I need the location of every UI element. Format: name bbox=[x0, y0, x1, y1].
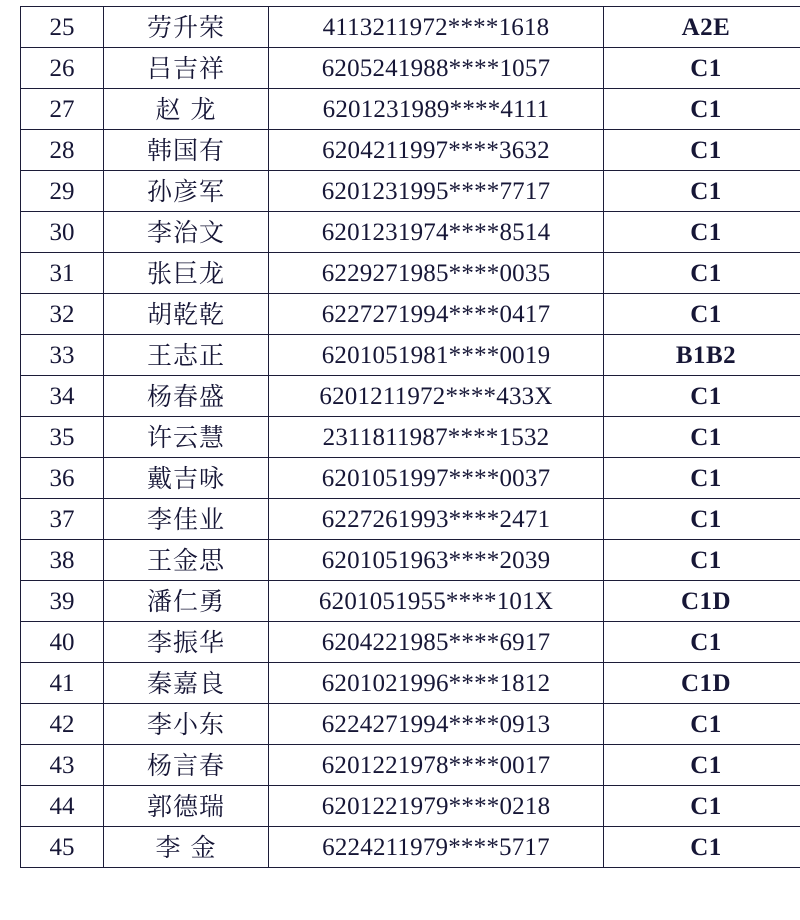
row-id-number: 6201051955****101X bbox=[269, 581, 604, 622]
row-id-number: 6224211979****5717 bbox=[269, 827, 604, 868]
row-id-number: 6227261993****2471 bbox=[269, 499, 604, 540]
row-id-number: 6201051963****2039 bbox=[269, 540, 604, 581]
table-row bbox=[21, 294, 800, 335]
row-license-class: C1 bbox=[604, 212, 800, 253]
row-name: 李 金 bbox=[104, 827, 269, 868]
table-row bbox=[21, 786, 800, 827]
row-name: 戴吉咏 bbox=[104, 458, 269, 499]
row-license-class: C1 bbox=[604, 417, 800, 458]
row-id-number: 6205241988****1057 bbox=[269, 48, 604, 89]
row-index: 32 bbox=[21, 294, 104, 335]
row-license-class: C1 bbox=[604, 540, 800, 581]
row-name: 杨春盛 bbox=[104, 376, 269, 417]
row-name: 杨言春 bbox=[104, 745, 269, 786]
row-index: 38 bbox=[21, 540, 104, 581]
row-license-class: C1 bbox=[604, 294, 800, 335]
row-index: 27 bbox=[21, 89, 104, 130]
row-index: 36 bbox=[21, 458, 104, 499]
row-license-class: C1 bbox=[604, 171, 800, 212]
row-license-class: C1 bbox=[604, 622, 800, 663]
row-license-class: C1 bbox=[604, 130, 800, 171]
row-name: 李佳业 bbox=[104, 499, 269, 540]
table-row bbox=[21, 458, 800, 499]
row-name: 李小东 bbox=[104, 704, 269, 745]
table-row bbox=[21, 622, 800, 663]
row-license-class: C1 bbox=[604, 786, 800, 827]
row-id-number: 6201221978****0017 bbox=[269, 745, 604, 786]
row-name: 王志正 bbox=[104, 335, 269, 376]
row-id-number: 6201231989****4111 bbox=[269, 89, 604, 130]
row-index: 43 bbox=[21, 745, 104, 786]
row-license-class: C1 bbox=[604, 458, 800, 499]
row-name: 李治文 bbox=[104, 212, 269, 253]
row-id-number: 6224271994****0913 bbox=[269, 704, 604, 745]
row-license-class: C1D bbox=[604, 663, 800, 704]
row-id-number: 6201051981****0019 bbox=[269, 335, 604, 376]
table-row bbox=[21, 7, 800, 48]
table-row bbox=[21, 253, 800, 294]
row-license-class: C1 bbox=[604, 827, 800, 868]
row-license-class: C1D bbox=[604, 581, 800, 622]
table-row bbox=[21, 89, 800, 130]
row-index: 31 bbox=[21, 253, 104, 294]
table-row bbox=[21, 48, 800, 89]
row-name: 王金思 bbox=[104, 540, 269, 581]
row-index: 29 bbox=[21, 171, 104, 212]
row-name: 许云慧 bbox=[104, 417, 269, 458]
row-id-number: 6204211997****3632 bbox=[269, 130, 604, 171]
table-row bbox=[21, 171, 800, 212]
row-name: 劳升荣 bbox=[104, 7, 269, 48]
table-row bbox=[21, 745, 800, 786]
row-name: 张巨龙 bbox=[104, 253, 269, 294]
row-id-number: 6204221985****6917 bbox=[269, 622, 604, 663]
row-index: 40 bbox=[21, 622, 104, 663]
table-row bbox=[21, 663, 800, 704]
row-index: 25 bbox=[21, 7, 104, 48]
table-row bbox=[21, 376, 800, 417]
row-license-class: C1 bbox=[604, 253, 800, 294]
row-id-number: 4113211972****1618 bbox=[269, 7, 604, 48]
row-license-class: C1 bbox=[604, 499, 800, 540]
row-id-number: 2311811987****1532 bbox=[269, 417, 604, 458]
row-name: 郭德瑞 bbox=[104, 786, 269, 827]
row-name: 潘仁勇 bbox=[104, 581, 269, 622]
row-id-number: 6201211972****433X bbox=[269, 376, 604, 417]
row-index: 45 bbox=[21, 827, 104, 868]
row-index: 39 bbox=[21, 581, 104, 622]
row-index: 28 bbox=[21, 130, 104, 171]
row-id-number: 6201021996****1812 bbox=[269, 663, 604, 704]
table-row bbox=[21, 704, 800, 745]
row-index: 35 bbox=[21, 417, 104, 458]
table-row bbox=[21, 581, 800, 622]
row-index: 26 bbox=[21, 48, 104, 89]
roster-table bbox=[20, 6, 800, 868]
table-row bbox=[21, 335, 800, 376]
table-row bbox=[21, 212, 800, 253]
row-name: 秦嘉良 bbox=[104, 663, 269, 704]
row-name: 胡乾乾 bbox=[104, 294, 269, 335]
table-row bbox=[21, 499, 800, 540]
row-index: 34 bbox=[21, 376, 104, 417]
row-index: 41 bbox=[21, 663, 104, 704]
row-license-class: C1 bbox=[604, 704, 800, 745]
row-index: 37 bbox=[21, 499, 104, 540]
row-index: 30 bbox=[21, 212, 104, 253]
row-id-number: 6201221979****0218 bbox=[269, 786, 604, 827]
table-row bbox=[21, 540, 800, 581]
row-index: 42 bbox=[21, 704, 104, 745]
row-license-class: C1 bbox=[604, 89, 800, 130]
row-license-class: B1B2 bbox=[604, 335, 800, 376]
row-name: 李振华 bbox=[104, 622, 269, 663]
row-license-class: C1 bbox=[604, 745, 800, 786]
row-name: 孙彦军 bbox=[104, 171, 269, 212]
row-id-number: 6201051997****0037 bbox=[269, 458, 604, 499]
table-row bbox=[21, 417, 800, 458]
roster-table-body bbox=[21, 7, 800, 868]
row-license-class: C1 bbox=[604, 48, 800, 89]
row-license-class: C1 bbox=[604, 376, 800, 417]
table-row bbox=[21, 827, 800, 868]
row-id-number: 6229271985****0035 bbox=[269, 253, 604, 294]
row-name: 吕吉祥 bbox=[104, 48, 269, 89]
row-index: 44 bbox=[21, 786, 104, 827]
row-index: 33 bbox=[21, 335, 104, 376]
row-id-number: 6201231974****8514 bbox=[269, 212, 604, 253]
row-license-class: A2E bbox=[604, 7, 800, 48]
table-row bbox=[21, 130, 800, 171]
row-id-number: 6227271994****0417 bbox=[269, 294, 604, 335]
row-id-number: 6201231995****7717 bbox=[269, 171, 604, 212]
row-name: 赵 龙 bbox=[104, 89, 269, 130]
row-name: 韩国有 bbox=[104, 130, 269, 171]
